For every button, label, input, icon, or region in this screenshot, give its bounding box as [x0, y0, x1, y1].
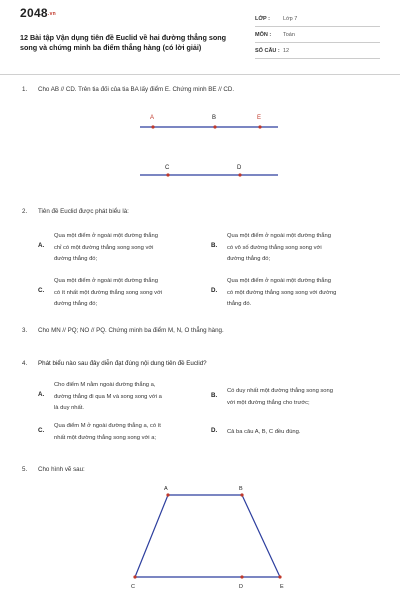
count-value: 12: [283, 48, 290, 54]
site-logo[interactable]: [20, 6, 56, 20]
point-a: [166, 493, 169, 496]
option-letter: C.: [38, 287, 45, 294]
question-number: 2.: [22, 208, 28, 215]
subject-label: MÔN :: [255, 32, 272, 38]
logo-main: 2048: [20, 6, 48, 20]
point-d: [238, 173, 241, 176]
question-text: Cho AB // CD. Trên tia đối của tia BA lấy điểm E. Chứng minh BE // CD.: [38, 86, 235, 93]
option-text: Cho điểm M nằm ngoài đường thẳng a, đường thẳng đi qua M và song song với a là duy nhất.: [54, 382, 162, 411]
option-letter: D.: [211, 287, 218, 294]
side-ac: [135, 495, 168, 577]
label-a: A: [150, 115, 155, 121]
question-number: 5.: [22, 466, 28, 473]
figure-trapezoid: [0, 478, 400, 598]
label-c: C: [131, 584, 135, 590]
point-a: [151, 125, 154, 128]
question-text: Cho hình vẽ sau:: [38, 466, 85, 473]
meta-divider: [255, 58, 380, 59]
meta-divider: [255, 42, 380, 43]
meta-divider: [255, 26, 380, 27]
option-letter: A.: [38, 391, 45, 398]
question-number: 4.: [22, 360, 28, 367]
option-text: Qua một điểm ở ngoài một đường thẳng có vô số đường thẳng song song với đường thẳng đó;: [227, 233, 331, 262]
logo-domain: .vn: [47, 10, 57, 17]
point-e: [258, 125, 261, 128]
option-letter: B.: [211, 392, 218, 399]
header-divider: [0, 74, 400, 75]
page-title: 12 Bài tập Vận dụng tiên đề Euclid về hai đường thẳng song song và chứng minh ba điểm thẳng hàng (có lời giải): [20, 33, 226, 52]
subject-value: Toán: [283, 32, 295, 38]
question-text: Tiên đề Euclid được phát biểu là:: [38, 208, 129, 215]
option-text: Qua một điểm ở ngoài một đường thẳng chỉ có một đường thẳng song song với đường thẳng đó;: [54, 233, 158, 262]
figure-parallel-lines: [0, 105, 400, 185]
point-b: [213, 125, 216, 128]
question-number: 1.: [22, 86, 28, 93]
count-label: SỐ CÂU :: [255, 48, 280, 54]
label-e: E: [280, 584, 284, 590]
option-letter: A.: [38, 242, 45, 249]
point-c: [133, 575, 136, 578]
class-label: LỚP :: [255, 16, 270, 22]
label-a: A: [164, 486, 168, 492]
option-letter: C.: [38, 427, 45, 434]
label-e: E: [257, 115, 262, 121]
option-letter: B.: [211, 242, 218, 249]
option-letter: D.: [211, 427, 218, 434]
side-be: [242, 495, 280, 577]
point-b: [240, 493, 243, 496]
option-text: Qua điểm M ở ngoài đường thẳng a, có ít nhất một đường thẳng song song với a;: [54, 423, 161, 441]
question-number: 3.: [22, 327, 28, 334]
question-text: Cho MN // PQ; NO // PQ. Chứng minh ba điểm M, N, O thẳng hàng.: [38, 327, 224, 334]
question-text: Phát biểu nào sau đây diễn đạt đúng nội dung tiên đề Euclid?: [38, 360, 207, 367]
option-text: Qua một điểm ở ngoài một đường thẳng có một đường thẳng song song với đường thẳng đó.: [227, 278, 337, 307]
label-c: C: [165, 165, 170, 171]
label-d: D: [237, 165, 242, 171]
label-b: B: [212, 115, 217, 121]
option-text: Cả ba câu A, B, C đều đúng.: [227, 429, 301, 435]
point-e: [278, 575, 281, 578]
class-value: Lớp 7: [283, 16, 298, 22]
label-d: D: [239, 584, 243, 590]
point-d: [240, 575, 243, 578]
option-text: Có duy nhất một đường thẳng song song với một đường thẳng cho trước;: [227, 388, 333, 406]
label-b: B: [239, 486, 243, 492]
option-text: Qua một điểm ở ngoài một đường thẳng có ít nhất một đường thẳng song song với đường thẳng đó;: [54, 278, 163, 307]
point-c: [166, 173, 169, 176]
